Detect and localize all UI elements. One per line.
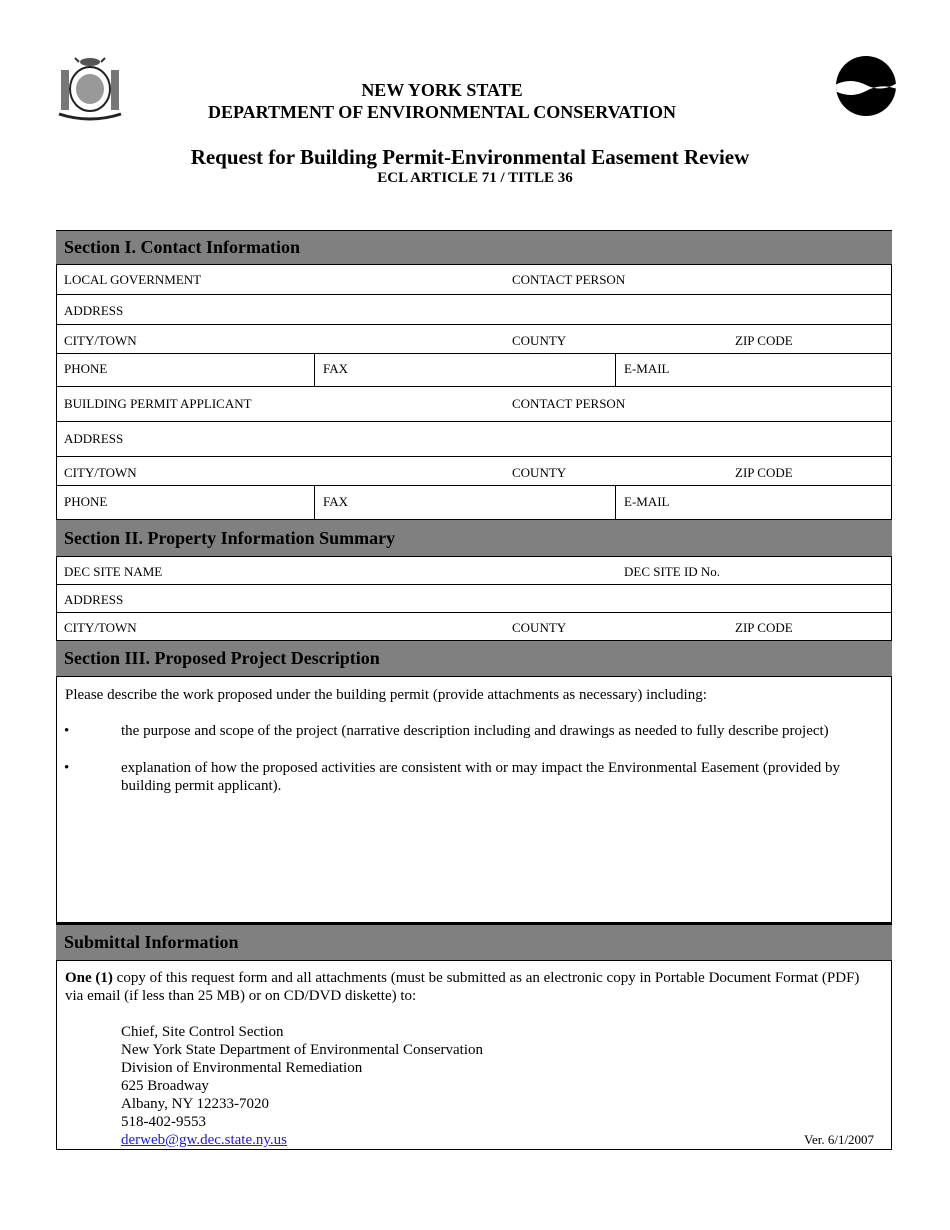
submittal-instructions	[65, 969, 880, 1005]
address-line-6: 518-402-9553	[121, 1114, 206, 1130]
applicant-zip-label: ZIP CODE	[735, 465, 793, 480]
applicant-contact-label: CONTACT PERSON	[512, 396, 626, 411]
address-line-2: New York State Department of Environmental Conservation	[121, 1042, 484, 1058]
address-line-4: 625 Broadway	[121, 1078, 209, 1094]
site-city-label: CITY/TOWN	[64, 620, 137, 635]
applicant-city-row[interactable]	[56, 457, 892, 486]
applicant-address-row[interactable]	[56, 422, 892, 457]
site-address-label: ADDRESS	[64, 592, 124, 607]
site-zip-label: ZIP CODE	[735, 620, 793, 635]
fax-label: FAX	[323, 361, 349, 376]
description-intro: Please describe the work proposed under the building permit (provide attachments as necessary) including:	[65, 687, 707, 703]
county-label: COUNTY	[512, 333, 567, 348]
bullet-2-text: explanation of how the proposed activities are consistent with or may impact the Environmental Easement (provided by building permit applicant).	[121, 760, 840, 794]
divider	[615, 354, 616, 387]
submittal-count: One (1)	[65, 970, 113, 986]
applicant-row[interactable]	[56, 387, 892, 422]
phone-label: PHONE	[64, 361, 108, 376]
section3-heading-text: Section III. Proposed Project Description	[64, 648, 380, 668]
submittal-heading-text: Submittal Information	[64, 932, 239, 952]
section2-heading-text: Section II. Property Information Summary	[64, 527, 396, 548]
applicant-city-label: CITY/TOWN	[64, 465, 137, 480]
address-label: ADDRESS	[64, 303, 124, 318]
site-id-label: DEC SITE ID No.	[624, 564, 721, 579]
description-entry-area[interactable]	[56, 800, 892, 920]
site-address-row[interactable]	[56, 585, 892, 613]
city-row[interactable]	[56, 325, 892, 354]
applicant-phone-label: PHONE	[64, 494, 108, 509]
submittal-email-link[interactable]: derweb@gw.dec.state.ny.us	[121, 1132, 287, 1148]
zip-code-label: ZIP CODE	[735, 333, 793, 348]
applicant-label: BUILDING PERMIT APPLICANT	[64, 396, 252, 411]
local-government-label: LOCAL GOVERNMENT	[64, 272, 202, 287]
address-line-1: Chief, Site Control Section	[121, 1024, 284, 1040]
section1-heading-text: Section I. Contact Information	[64, 237, 300, 257]
bullet-1-text: the purpose and scope of the project (narrative description including and drawings as needed to fully describe project)	[121, 723, 829, 739]
submittal-instructions-text: copy of this request form and all attachments (must be submitted as an electronic copy in Portable Document Format (PDF) via email (if less than 25 MB) or on CD/DVD diskette) to:	[65, 970, 860, 1004]
contact-person-label: CONTACT PERSON	[512, 272, 626, 287]
site-name-label: DEC SITE NAME	[64, 564, 163, 579]
site-name-row[interactable]	[56, 557, 892, 585]
bullet-1-marker: •	[64, 723, 70, 739]
applicant-county-label: COUNTY	[512, 465, 567, 480]
section2-heading	[56, 519, 892, 557]
applicant-phone-row[interactable]	[56, 486, 892, 520]
divider	[314, 354, 315, 387]
version-label: Ver. 6/1/2007	[804, 1132, 875, 1147]
address-line-5: Albany, NY 12233-7020	[121, 1096, 270, 1112]
phone-row[interactable]	[56, 354, 892, 387]
bullet-2-marker: •	[64, 760, 70, 776]
site-county-label: COUNTY	[512, 620, 567, 635]
applicant-fax-label: FAX	[323, 494, 349, 509]
email-label: E-MAIL	[624, 361, 670, 376]
address-row[interactable]	[56, 295, 892, 325]
section3-heading	[56, 640, 892, 677]
local-government-row[interactable]	[56, 265, 892, 295]
address-line-3: Division of Environmental Remediation	[121, 1060, 363, 1076]
form-title: Request for Building Permit-Environmental Easement Review	[190, 145, 750, 169]
site-city-row[interactable]	[56, 613, 892, 641]
section1-heading	[56, 230, 892, 265]
applicant-address-label: ADDRESS	[64, 431, 124, 446]
applicant-email-label: E-MAIL	[624, 494, 670, 509]
agency-line1: NEW YORK STATE	[361, 80, 523, 100]
city-town-label: CITY/TOWN	[64, 333, 137, 348]
divider	[615, 486, 616, 520]
agency-line2: DEPARTMENT OF ENVIRONMENTAL CONSERVATION	[208, 102, 676, 122]
divider	[314, 486, 315, 520]
submittal-heading	[56, 922, 892, 961]
form-subtitle: ECL ARTICLE 71 / TITLE 36	[377, 170, 573, 186]
